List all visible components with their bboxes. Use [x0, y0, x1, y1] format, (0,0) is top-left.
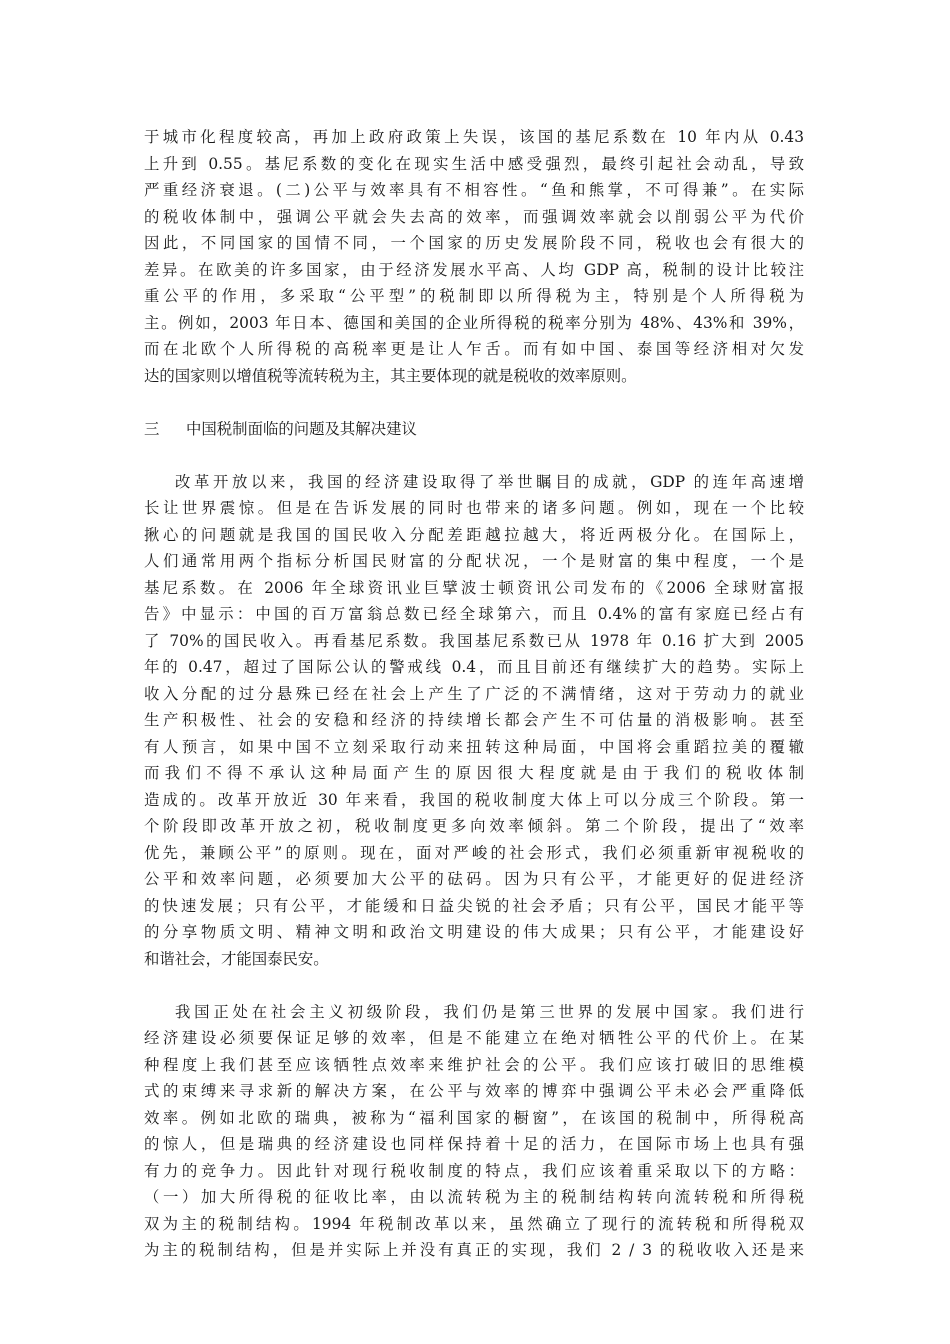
text-line: 有人预言，如果中国不立刻采取行动来扭转这种局面，中国将会重蹈拉美的覆辙 — [144, 737, 804, 756]
text-line: 达的国家则以增值税等流转税为主，其主要体现的就是税收的效率原则。 — [144, 366, 637, 385]
text-line: 效率。例如北欧的瑞典，被称为“福利国家的橱窗”，在该国的税制中，所得税高 — [144, 1108, 804, 1127]
text-line: 有力的竞争力。因此针对现行税收制度的特点，我们应该着重采取以下的方略： — [144, 1161, 804, 1180]
section-title: 中国税制面临的问题及其解决建议 — [186, 419, 417, 438]
section-number: 三 — [144, 419, 160, 438]
text-line: 而我们不得不承认这种局面产生的原因很大程度就是由于我们的税收体制 — [144, 764, 804, 782]
paragraph-2 — [144, 469, 804, 973]
text-line: 年的 0.47，超过了国际公认的警戒线 0.4，而且目前还有继续扩大的趋势。实际上 — [144, 658, 804, 676]
text-line: 告》中显示：中国的百万富翁总数已经全球第六，而且 0.4%的富有家庭已经占有 — [144, 605, 804, 623]
text-line: 而在北欧个人所得税的高税率更是让人乍舌。而有如中国、泰国等经济相对欠发 — [144, 340, 804, 358]
text-line: 和谐社会，才能国泰民安。 — [144, 949, 329, 968]
text-line: 严重经济衰退。(二)公平与效率具有不相容性。“鱼和熊掌，不可得兼”。在实际 — [144, 181, 804, 199]
text-line: 的分享物质文明、精神文明和政治文明建设的伟大成果；只有公平，才能建设好 — [144, 923, 804, 941]
text-line: 重公平的作用，多采取“公平型”的税制即以所得税为主，特别是个人所得税为 — [144, 287, 804, 305]
text-line: 了 70%的国民收入。再看基尼系数。我国基尼系数已从 1978 年 0.16 扩大到 2005 — [144, 631, 804, 650]
text-line: 种程度上我们甚至应该牺牲点效率来维护社会的公平。我们应该打破旧的思维模 — [144, 1055, 804, 1074]
document-page — [144, 124, 804, 1264]
paragraph-gap — [144, 972, 804, 999]
text-line: 我国正处在社会主义初级阶段，我们仍是第三世界的发展中国家。我们进行 — [175, 1002, 804, 1021]
text-line: 的惊人，但是瑞典的经济建设也同样保持着十足的活力，在国际市场上也具有强 — [144, 1135, 804, 1153]
paragraph-3 — [144, 999, 804, 1264]
text-line: （一）加大所得税的征收比率，由以流转税为主的税制结构转向流转税和所得税 — [144, 1188, 804, 1206]
text-line: 因此，不同国家的国情不同，一个国家的历史发展阶段不同，税收也会有很大的 — [144, 234, 804, 252]
text-line: 造成的。改革开放近 30 年来看，我国的税收制度大体上可以分成三个阶段。第一 — [144, 790, 804, 809]
text-line: 为主的税制结构，但是并实际上并没有真正的实现，我们 2 / 3 的税收收入还是来 — [144, 1241, 804, 1259]
text-line: 的税收体制中，强调公平就会失去高的效率，而强调效率就会以削弱公平为代价 — [144, 207, 804, 226]
text-line: 人们通常用两个指标分析国民财富的分配状况，一个是财富的集中程度，一个是 — [144, 552, 804, 570]
text-line: 公平和效率问题，必须要加大公平的砝码。因为只有公平，才能更好的促进经济 — [144, 870, 804, 888]
text-line: 经济建设必须要保证足够的效率，但是不能建立在绝对牺牲公平的代价上。在某 — [144, 1029, 804, 1047]
text-line: 于城市化程度较高，再加上政府政策上失误，该国的基尼系数在 10 年内从 0.43 — [144, 128, 804, 146]
text-line: 改革开放以来，我国的经济建设取得了举世瞩目的成就，GDP 的连年高速增 — [175, 472, 804, 491]
text-line: 双为主的税制结构。1994 年税制改革以来，虽然确立了现行的流转税和所得税双 — [144, 1214, 804, 1233]
text-line: 的快速发展；只有公平，才能缓和日益尖锐的社会矛盾；只有公平，国民才能平等 — [144, 896, 804, 915]
paragraph-gap — [144, 442, 804, 469]
paragraph-1 — [144, 124, 804, 389]
text-line: 差异。在欧美的许多国家，由于经济发展水平高、人均 GDP 高，税制的设计比较注 — [144, 260, 804, 279]
text-line: 揪心的问题就是我国的国民收入分配差距越拉越大，将近两极分化。在国际上， — [144, 525, 804, 544]
text-line: 收入分配的过分悬殊已经在社会上产生了广泛的不满情绪，这对于劳动力的就业 — [144, 684, 804, 703]
text-line: 上升到 0.55。基尼系数的变化在现实生活中感受强烈，最终引起社会动乱，导致 — [144, 154, 804, 173]
text-line: 主。例如，2003 年日本、德国和美国的企业所得税的税率分别为 48%、43%和 39%， — [144, 313, 804, 332]
text-line: 长让世界震惊。但是在告诉发展的同时也带来的诸多问题。例如，现在一个比较 — [144, 499, 804, 517]
text-line: 优先，兼顾公平”的原则。现在，面对严峻的社会形式，我们必须重新审视税收的 — [144, 843, 804, 862]
paragraph-gap — [144, 389, 804, 416]
text-line: 生产积极性、社会的安稳和经济的持续增长都会产生不可估量的消极影响。甚至 — [144, 711, 804, 729]
section-heading — [144, 416, 804, 443]
text-line: 基尼系数。在 2006 年全球资讯业巨擘波士顿资讯公司发布的《2006 全球财富报 — [144, 578, 804, 597]
text-line: 个阶段即改革开放之初，税收制度更多向效率倾斜。第二个阶段，提出了“效率 — [144, 817, 804, 835]
text-line: 式的束缚来寻求新的解决方案，在公平与效率的博弈中强调公平未必会严重降低 — [144, 1082, 804, 1100]
